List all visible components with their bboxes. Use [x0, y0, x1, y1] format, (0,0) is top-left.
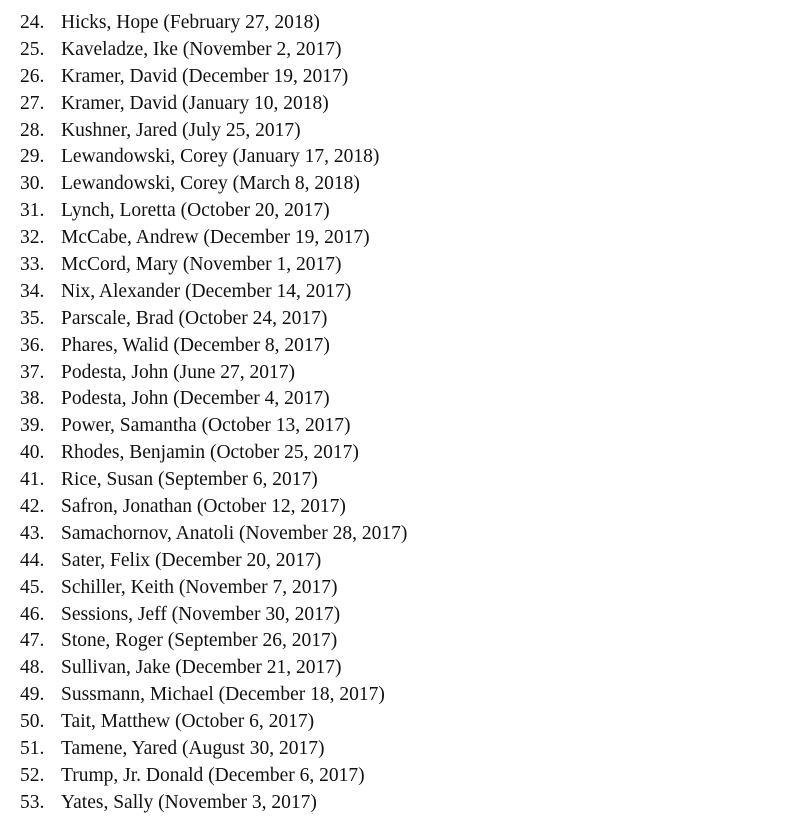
list-item: [20, 521, 407, 548]
item-text: Rice, Susan (September 6, 2017): [61, 469, 318, 491]
item-text: Nix, Alexander (December 14, 2017): [61, 280, 352, 302]
item-number: 51.: [20, 738, 45, 760]
list-item: [20, 171, 407, 198]
item-number: 39.: [20, 415, 45, 437]
interview-list: [20, 10, 407, 817]
item-number: 35.: [20, 307, 45, 329]
item-number: 26.: [20, 65, 45, 87]
list-item: [20, 252, 407, 279]
item-text: Lewandowski, Corey (March 8, 2018): [61, 173, 360, 195]
item-text: Safron, Jonathan (October 12, 2017): [61, 496, 346, 518]
list-item: [20, 763, 407, 790]
item-text: Kaveladze, Ike (November 2, 2017): [61, 38, 342, 60]
list-item: [20, 91, 407, 118]
list-item: [20, 144, 407, 171]
item-number: 49.: [20, 684, 45, 706]
item-text: Lynch, Loretta (October 20, 2017): [61, 200, 330, 222]
item-text: McCord, Mary (November 1, 2017): [61, 254, 342, 276]
item-number: 41.: [20, 469, 45, 491]
item-text: Lewandowski, Corey (January 17, 2018): [61, 146, 380, 168]
list-item: [20, 118, 407, 145]
list-item: [20, 306, 407, 333]
item-number: 28.: [20, 119, 45, 141]
list-item: [20, 575, 407, 602]
list-item: [20, 736, 407, 763]
item-number: 45.: [20, 576, 45, 598]
item-text: Sessions, Jeff (November 30, 2017): [61, 603, 341, 625]
item-text: Kushner, Jared (July 25, 2017): [61, 119, 301, 141]
list-item: [20, 198, 407, 225]
item-number: 31.: [20, 200, 45, 222]
item-text: Samachornov, Anatoli (November 28, 2017): [61, 522, 408, 544]
item-text: Sater, Felix (December 20, 2017): [61, 549, 322, 571]
list-item: [20, 37, 407, 64]
list-item: [20, 360, 407, 387]
item-number: 34.: [20, 280, 45, 302]
item-number: 52.: [20, 764, 45, 786]
list-item: [20, 494, 407, 521]
item-number: 50.: [20, 711, 45, 733]
list-item: [20, 386, 407, 413]
item-text: Hicks, Hope (February 27, 2018): [61, 12, 320, 33]
item-number: 30.: [20, 173, 45, 195]
item-number: 27.: [20, 92, 45, 114]
item-text: Tamene, Yared (August 30, 2017): [61, 738, 325, 760]
list-item: [20, 709, 407, 736]
item-number: 32.: [20, 227, 45, 249]
item-number: 43.: [20, 522, 45, 544]
list-item: [20, 548, 407, 575]
list-item: [20, 64, 407, 91]
list-item: [20, 333, 407, 360]
item-text: Power, Samantha (October 13, 2017): [61, 415, 351, 437]
item-number: 33.: [20, 254, 45, 276]
item-text: McCabe, Andrew (December 19, 2017): [61, 227, 370, 249]
item-number: 47.: [20, 630, 45, 652]
item-number: 38.: [20, 388, 45, 410]
item-text: Tait, Matthew (October 6, 2017): [61, 711, 315, 733]
item-text: Rhodes, Benjamin (October 25, 2017): [61, 442, 359, 464]
item-number: 25.: [20, 38, 45, 60]
item-number: 48.: [20, 657, 45, 679]
list-item: [20, 602, 407, 629]
list-item: [20, 682, 407, 709]
item-text: Yates, Sally (November 3, 2017): [61, 791, 317, 813]
list-item: [20, 467, 407, 494]
item-number: 24.: [20, 12, 45, 33]
list-item: [20, 279, 407, 306]
item-text: Sussmann, Michael (December 18, 2017): [61, 684, 385, 706]
item-number: 37.: [20, 361, 45, 383]
item-text: Kramer, David (January 10, 2018): [61, 92, 329, 114]
list-item: [20, 790, 407, 817]
item-text: Kramer, David (December 19, 2017): [61, 65, 349, 87]
list-item: [20, 10, 407, 37]
list-item: [20, 225, 407, 252]
item-text: Podesta, John (June 27, 2017): [61, 361, 295, 383]
item-text: Podesta, John (December 4, 2017): [61, 388, 330, 410]
list-item: [20, 655, 407, 682]
list-item: [20, 413, 407, 440]
item-number: 46.: [20, 603, 45, 625]
item-number: 53.: [20, 791, 45, 813]
item-number: 44.: [20, 549, 45, 571]
list-item: [20, 440, 407, 467]
item-text: Sullivan, Jake (December 21, 2017): [61, 657, 342, 679]
item-text: Phares, Walid (December 8, 2017): [61, 334, 330, 356]
item-text: Schiller, Keith (November 7, 2017): [61, 576, 338, 598]
item-text: Parscale, Brad (October 24, 2017): [61, 307, 328, 329]
item-number: 42.: [20, 496, 45, 518]
list-item: [20, 628, 407, 655]
item-text: Trump, Jr. Donald (December 6, 2017): [61, 764, 365, 786]
item-number: 29.: [20, 146, 45, 168]
item-text: Stone, Roger (September 26, 2017): [61, 630, 338, 652]
item-number: 40.: [20, 442, 45, 464]
item-number: 36.: [20, 334, 45, 356]
